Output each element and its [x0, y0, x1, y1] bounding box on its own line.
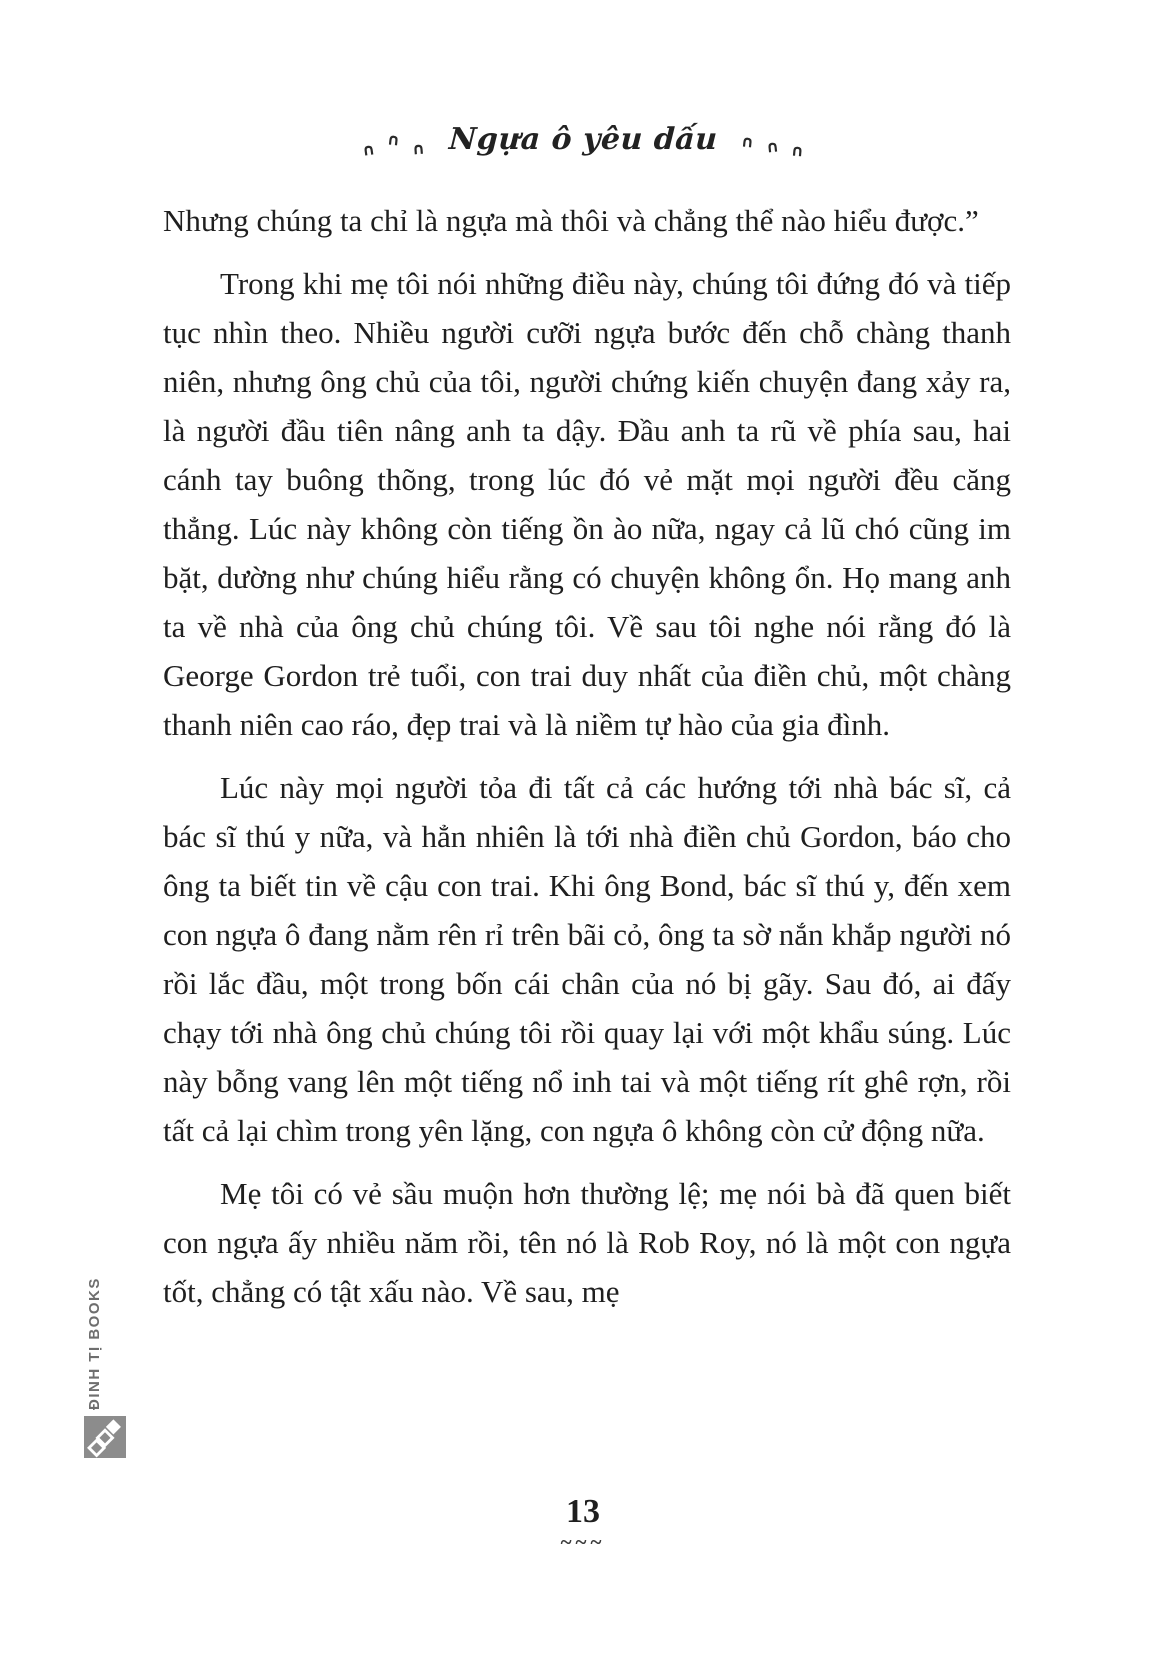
publisher-logo-icon — [84, 1416, 126, 1458]
horseshoe-icon: ∩ — [790, 140, 806, 161]
paragraph: Mẹ tôi có vẻ sầu muộn hơn thường lệ; mẹ nói bà đã quen biết con ngựa ấy nhiều năm rồi, tên nó là Rob Roy, nó là một con ngựa tốt, chẳng có tật xấu nào. Về sau, mẹ — [163, 1176, 1011, 1309]
page-number: 13 — [566, 1493, 600, 1530]
running-header — [0, 122, 1166, 161]
page-footer — [0, 1494, 1166, 1552]
horseshoe-ornament-left — [360, 129, 426, 160]
tilde-ornament: ~~~ — [560, 1530, 606, 1554]
horseshoe-icon: ∩ — [411, 138, 426, 159]
horseshoe-icon: ∩ — [385, 129, 401, 150]
publisher-sidebar — [0, 0, 150, 1662]
horseshoe-icon: ∩ — [740, 131, 756, 152]
paragraph: Trong khi mẹ tôi nói những điều này, chúng tôi đứng đó và tiếp tục nhìn theo. Nhiều người cưỡi ngựa bước đến chỗ chàng thanh niên, nhưng ông chủ của tôi, người chứng kiến chuyện đang xảy ra, là người đầu tiên nâng anh ta dậy. Đầu anh ta rũ về phía sau, hai cánh tay buông thõng, trong lúc đó vẻ mặt mọi người đều căng thẳng. Lúc này không còn tiếng ồn ào nữa, ngay cả lũ chó cũng im bặt, dường như chúng hiểu rằng có chuyện không ổn. Họ mang anh ta về nhà của ông chủ chúng tôi. Về sau tôi nghe nói rằng đó là George Gordon trẻ tuổi, con trai duy nhất của điền chủ, một chàng thanh niên cao ráo, đẹp trai và là niềm tự hào của gia đình. — [163, 266, 1011, 742]
publisher-name: ĐINH TỊ BOOKS — [86, 1277, 103, 1410]
body-text — [163, 196, 1011, 1330]
page-title: Ngựa ô yêu dấu — [447, 122, 719, 157]
paragraph: Nhưng chúng ta chỉ là ngựa mà thôi và chẳng thể nào hiểu được.” — [163, 203, 979, 238]
horseshoe-icon: ∩ — [765, 136, 781, 157]
horseshoe-icon: ∩ — [360, 139, 376, 160]
paragraph: Lúc này mọi người tỏa đi tất cả các hướng tới nhà bác sĩ, cả bác sĩ thú y nữa, và hẳn nhiên là tới nhà điền chủ Gordon, báo cho ông ta biết tin về cậu con trai. Khi ông Bond, bác sĩ thú y, đến xem con ngựa ô đang nằm rên rỉ trên bãi cỏ, ông ta sờ nắn khắp người nó rồi lắc đầu, một trong bốn cái chân của nó bị gãy. Sau đó, ai đấy chạy tới nhà ông chủ chúng tôi rồi quay lại với một khẩu súng. Lúc này bỗng vang lên một tiếng nổ inh tai và một tiếng rít ghê rợn, rồi tất cả lại chìm trong yên lặng, con ngựa ô không còn cử động nữa. — [163, 770, 1011, 1148]
horseshoe-ornament-right — [740, 131, 806, 161]
